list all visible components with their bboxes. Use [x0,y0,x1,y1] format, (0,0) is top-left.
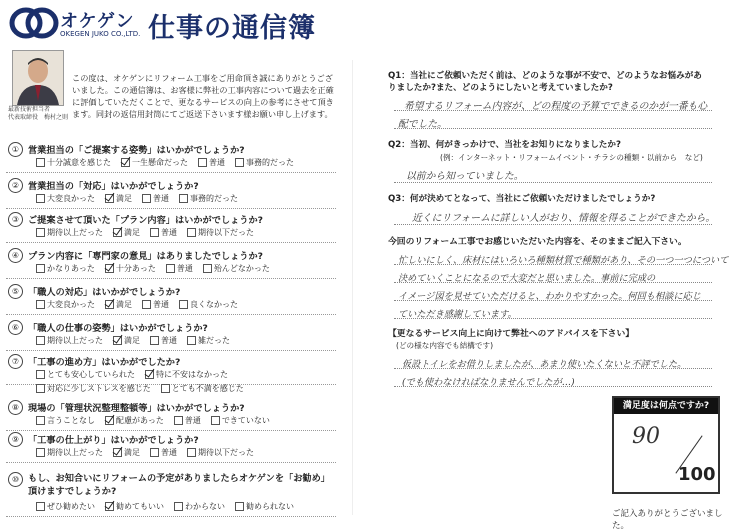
option[interactable] [105,263,156,274]
option-label: 大変良かった [47,300,95,309]
option[interactable] [174,415,201,426]
option[interactable] [36,369,135,380]
checkbox[interactable] [142,194,151,203]
option-label: 満足 [124,448,140,457]
question-block [6,470,336,517]
option[interactable] [235,501,294,512]
score-heading: 満足度は何点ですか? [614,398,718,414]
option[interactable] [105,501,164,512]
answer-line [394,282,712,283]
answer-q4-line3: イメージ図を見せていただけると、わかりやすかった。何回も相談に応じ [398,291,701,302]
option-label: 満足 [124,228,140,237]
option[interactable] [105,193,132,204]
question-number: ④ [8,248,23,263]
option[interactable] [179,299,238,310]
checkbox[interactable] [211,416,220,425]
checkbox[interactable] [36,264,45,273]
question-title: 「工事の仕上がり」はいかがでしょうか? [28,435,199,446]
checkbox[interactable] [36,194,45,203]
option-label: 満足 [116,194,132,203]
checkbox[interactable] [145,370,154,379]
checkbox[interactable] [36,416,45,425]
checkbox[interactable] [179,300,188,309]
option-label: 期待以上だった [47,448,103,457]
checkbox[interactable] [187,228,196,237]
option-label: できていない [221,416,270,425]
option-label: 満足 [124,336,140,345]
option-label: 普通 [161,448,177,457]
option[interactable] [166,263,193,274]
page-title: 仕事の通信簿 [148,13,316,44]
option[interactable] [121,157,188,168]
option[interactable] [187,447,254,458]
question-number: ⑤ [8,284,23,299]
option-label: 言うことなし [47,416,95,425]
staff-caption-name: 代表取締役 梅村之則 [8,114,69,121]
answer-line [394,128,712,129]
option[interactable] [36,227,103,238]
answer-line [394,300,712,301]
option[interactable] [113,447,140,458]
option-label: 普通 [161,336,177,345]
checkbox[interactable] [150,336,159,345]
option-label: 普通 [153,300,169,309]
answer-q5-line2: (でも使わなければなりませんでしたが…) [402,377,575,388]
checkbox[interactable] [113,448,122,457]
option-label: わからない [185,502,225,511]
option-label: 雑だった [198,336,230,345]
option-label: 事務的だった [246,158,294,167]
question-title: ご提案させて頂いた「プラン内容」はいかがでしょうか? [28,215,264,226]
checkbox[interactable] [113,228,122,237]
checkbox[interactable] [36,158,45,167]
option-group [36,263,270,274]
intro-text: この度は、オケゲンにリフォーム工事をご用命頂き誠にありがとうございました。この通信簿は、お客様に弊社の工事内容について過去を正確に評価していただくことで、更なるサービスの向上の参考にさせて頂きます。同封の返信用封筒にてご返送下さいます様お願い申し上げます。 [72,73,334,119]
option-group [36,369,326,394]
question-title: 「工事の進め方」はいかがでしたか? [28,357,181,368]
option-label: 殆んどなかった [213,264,270,273]
option-label: 勧められない [246,502,294,511]
question-number: ② [8,178,23,193]
option[interactable] [198,157,225,168]
option-label: 期待以下だった [198,448,254,457]
checkbox[interactable] [36,370,45,379]
option[interactable] [187,227,254,238]
answer-q4-line2: 決めていくことになるので大変だと思いました。事前に完成の [398,273,656,284]
checkbox[interactable] [198,158,207,167]
option[interactable] [36,447,103,458]
option-label: 事務的だった [190,194,238,203]
option[interactable] [145,369,228,380]
option[interactable] [113,335,140,346]
option[interactable] [36,263,95,274]
column-divider [352,60,353,515]
option[interactable] [179,193,238,204]
option-group [36,193,238,204]
staff-caption-role: 最新技術担当者 [8,106,51,113]
option[interactable] [150,447,177,458]
question-q3: Q3：何が決めてとなって、当社にご依頼いただけましたでしょうか? [388,194,656,204]
checkbox[interactable] [36,336,45,345]
option[interactable] [105,415,164,426]
option-label: 普通 [161,228,177,237]
option-group [36,157,294,168]
checkbox[interactable] [105,502,114,511]
question-title: 「職人の仕事の姿勢」はいかがでしょうか? [28,323,208,334]
option-label: 普通 [209,158,225,167]
option[interactable] [150,227,177,238]
checkbox[interactable] [187,448,196,457]
option-group [36,335,230,346]
answer-line [394,182,712,183]
checkbox[interactable] [203,264,212,273]
staff-photo [12,50,64,106]
option-label: ぜひ勧めたい [47,502,95,511]
question-title: 営業担当の「ご提案する姿勢」はいかがでしょうか? [28,145,245,156]
option[interactable] [187,335,230,346]
question-block [6,282,336,315]
checkbox[interactable] [150,448,159,457]
logo-mark-icon [8,6,60,40]
option[interactable] [203,263,270,274]
question-title: 営業担当の「対応」はいかがでしょうか? [28,181,199,192]
question-number: ③ [8,212,23,227]
option-label: 十分あった [115,264,156,273]
option-label: 勧めてもいい [116,502,164,511]
option-group [36,415,270,426]
option-label: 良くなかった [190,300,238,309]
option-label: 特に不安はなかった [156,370,228,379]
option-label: 対応に少しストレスを感じた [47,384,151,393]
option-group [36,447,254,458]
question-title: もし、お知合いにリフォームの予定がありましたらオケゲンを「お勧め」頂けますでしょうか? [28,473,326,497]
question-q1: Q1：当社にご依頼いただく前は、どのような事が不安で、どのようなお悩みがありましたか?また、どのようにしたいと考えていましたか? [388,71,702,93]
checkbox[interactable] [142,300,151,309]
question-number: ⑥ [8,320,23,335]
checkbox[interactable] [113,336,122,345]
question-block [6,430,336,463]
checkbox[interactable] [36,228,45,237]
checkbox[interactable] [105,194,114,203]
option[interactable] [150,335,177,346]
option-label: 期待以上だった [47,336,103,345]
logo-subtitle: OKEGEN JUKO CO.,LTD. [60,30,141,38]
option-label: 期待以上だった [47,228,103,237]
question-number: ⑨ [8,432,23,447]
question-block [6,318,336,351]
option[interactable] [36,193,95,204]
staff-caption [8,106,68,122]
option-label: 十分誠意を感じた [47,158,111,167]
checkbox[interactable] [105,416,114,425]
option[interactable] [105,299,132,310]
answer-q4-line1: 忙しいにしく、床材にはいろいろ種類材質で種類があり、その一つ一つについて [398,255,729,266]
option[interactable] [174,501,225,512]
answer-q5-line1: 仮設トイレをお借りしましたが、あまり使いたくないと不評でした。 [402,359,687,370]
option[interactable] [36,415,95,426]
answer-q1-line2: 配でした。 [398,119,447,130]
checkbox[interactable] [161,384,170,393]
answer-line [394,368,712,369]
question-block [6,352,336,393]
checkbox[interactable] [36,502,45,511]
checkbox[interactable] [36,384,45,393]
option-label: とても安心していられた [47,370,135,379]
answer-line [394,224,712,225]
option-group [36,227,254,238]
option[interactable] [142,299,169,310]
checkbox[interactable] [187,336,196,345]
checkbox[interactable] [174,416,183,425]
thanks-text: ご記入ありがとうございました。 [612,509,723,531]
option-label: 大変良かった [47,194,95,203]
question-block [6,210,336,243]
checkbox[interactable] [174,502,183,511]
checkbox[interactable] [36,448,45,457]
option[interactable] [36,299,95,310]
question-number: ⑩ [8,472,23,487]
question-number: ⑧ [8,400,23,415]
option[interactable] [36,501,95,512]
checkbox[interactable] [105,300,114,309]
answer-q4-line4: ていただき感謝しています。 [398,309,517,320]
question-q2-example: (例：インターネット・リフォームイベント・チラシの種類・以前から など) [440,153,703,162]
option-label: 期待以下だった [198,228,254,237]
checkbox[interactable] [36,300,45,309]
checkbox[interactable] [179,194,188,203]
answer-q3: 近くにリフォームに詳しい人がおり、情報を得ることができたから。 [412,213,716,224]
question-q2: Q2：当初、何がきっかけで、当社をお知りになりましたか? [388,140,621,150]
answer-line [394,386,712,387]
checkbox[interactable] [105,264,114,273]
option-group [36,299,238,310]
checkbox[interactable] [235,158,244,167]
checkbox[interactable] [121,158,130,167]
answer-line [394,318,712,319]
option[interactable] [142,193,169,204]
question-block [6,246,336,279]
option[interactable] [211,415,270,426]
option-label: 普通 [153,194,169,203]
question-block [6,140,336,173]
option[interactable] [36,157,111,168]
option-label: かなりあった [47,264,95,273]
answer-q2: 以前から知っていました。 [406,171,524,182]
option[interactable] [36,383,151,394]
option[interactable] [36,335,103,346]
option-label: 配慮があった [116,416,164,425]
question-title: プラン内容に「専門家の意見」はありましたでしょうか? [28,251,264,262]
score-max: 100 [678,464,716,485]
answer-q1-line1: 希望するリフォーム内容が、どの程度の予算でできるのかが一番も心 [404,101,708,112]
satisfaction-score-box [612,396,720,494]
option[interactable] [161,383,244,394]
option[interactable] [113,227,140,238]
checkbox[interactable] [150,228,159,237]
question-title: 「職人の対応」はいかがでしょうか? [28,287,181,298]
checkbox[interactable] [166,264,175,273]
section-advice-title: 【更なるサービス向上に向けて弊社へのアドバイスを下さい】 [388,329,635,339]
option-label: 普通 [176,264,193,273]
option-label: 普通 [184,416,201,425]
option-label: とても不満を感じた [171,384,244,393]
option-label: 満足 [116,300,132,309]
option[interactable] [235,157,294,168]
checkbox[interactable] [235,502,244,511]
question-number: ⑦ [8,354,23,369]
question-number: ① [8,142,23,157]
question-block [6,176,336,209]
section-impressions-title: 今回のリフォーム工事でお感じいただいた内容を、そのままご記入下さい。 [388,237,687,247]
question-block [6,398,336,431]
option-group [36,501,294,512]
answer-line [394,110,712,111]
answer-line [394,264,712,265]
question-title: 現場の「管理状況整理整頓等」はいかがでしょうか? [28,403,245,414]
logo-text: オケゲン [60,11,135,32]
section-advice-sub: (どの様な内容でも結構です) [396,341,494,350]
option-label: 一生懸命だった [132,158,188,167]
score-value: 90 [632,424,660,449]
